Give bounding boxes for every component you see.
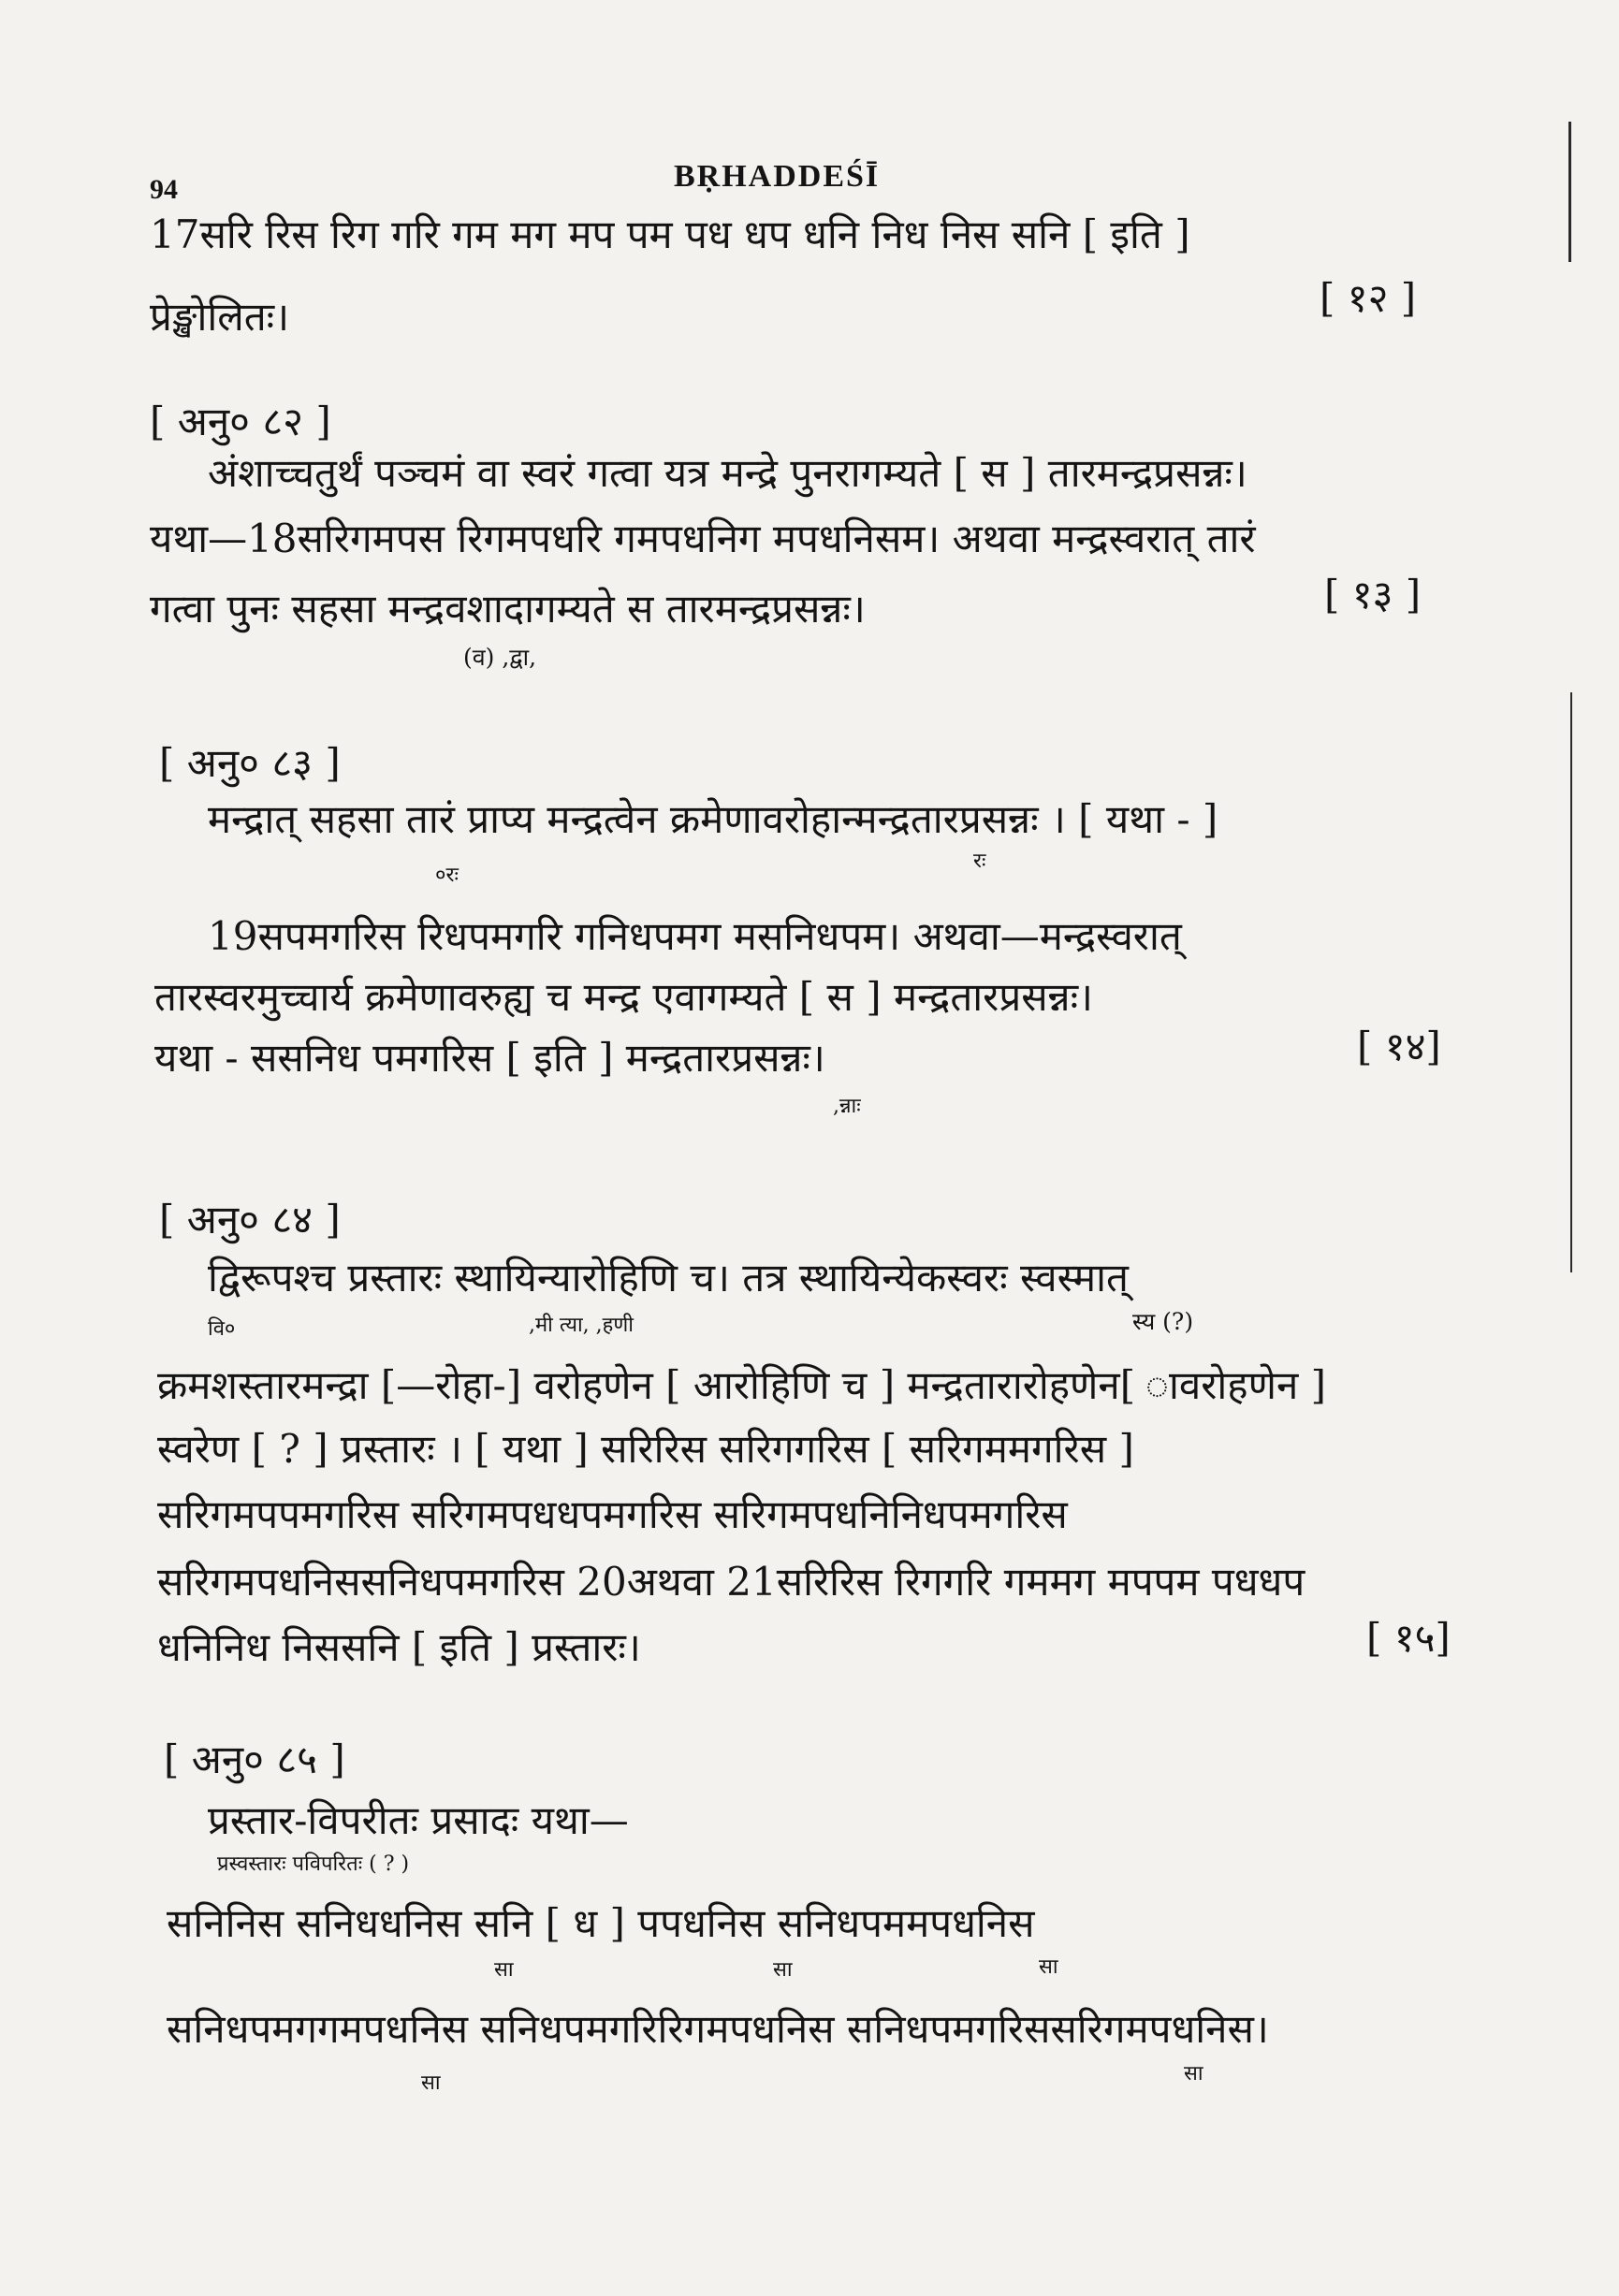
scan-edge-line — [1570, 692, 1572, 1272]
text-line: सनिनिस सनिधधनिस सनि [ ध ] पपधनिस सनिधपममपधनिस — [167, 1900, 1035, 1946]
variant-note: रः — [973, 850, 986, 873]
text-line: यथा—18सरिगमपस रिगमपधरि गमपधनिग मपधनिसम। अथवा मन्द्रस्वरात् तारं — [150, 516, 1256, 561]
variant-note: सा — [421, 2071, 441, 2095]
text-line: सरिगमपपमगरिस सरिगमपधधपमगरिस सरिगमपधनिनिधपमगरिस — [157, 1491, 1068, 1537]
variant-note: वि० — [208, 1317, 236, 1341]
variant-note: ,मी त्या, ,हणी — [529, 1314, 634, 1337]
section-heading: [ अनु० ८४ ] — [159, 1197, 341, 1242]
verse-number: [ १४] — [1357, 1024, 1441, 1069]
text-line: गत्वा पुनः सहसा मन्द्रवशादागम्यते स तारमन्द्रप्रसन्नः। — [150, 586, 866, 632]
text-line: 19सपमगरिस रिधपमगरि गनिधपमग मसनिधपम। अथवा—मन्द्रस्वरात् — [208, 913, 1182, 959]
verse-number: [ १२ ] — [1320, 275, 1417, 321]
scan-edge-line — [1568, 122, 1571, 262]
text-line: मन्द्रात् सहसा तारं प्राप्य मन्द्रत्वेन क्रमेणावरोहान्मन्द्रतारप्रसन्नः । [ यथा - ] — [208, 796, 1218, 842]
text-line: स्वरेण [ ? ] प्रस्तारः । [ यथा ] सरिरिस सरिगगरिस [ सरिगममगरिस ] — [157, 1426, 1134, 1472]
text-line: अंशाच्चतुर्थं पञ्चमं वा स्वरं गत्वा यत्र मन्द्रे पुनरागम्यते [ स ] तारमन्द्रप्रसन्नः। — [208, 450, 1247, 496]
variant-note: सा — [494, 1958, 514, 1982]
variant-note: ०रः — [435, 864, 459, 887]
text-line: तारस्वरमुच्चार्य क्रमेणावरुह्य च मन्द्र एवागम्यते [ स ] मन्द्रतारप्रसन्नः। — [154, 974, 1093, 1020]
text-line: धनिनिध निससनि [ इति ] प्रस्तारः। — [157, 1624, 641, 1670]
section-heading: [ अनु० ८५ ] — [164, 1737, 345, 1782]
text-line: द्विरूपश्च प्रस्तारः स्थायिन्यारोहिणि च। तत्र स्थायिन्येकस्वरः स्वस्मात् — [208, 1255, 1129, 1301]
text-line: प्रस्तार-विपरीतः प्रसादः यथा— — [208, 1797, 629, 1843]
variant-note: प्रस्वस्तारः पविपरितः ( ? ) — [217, 1853, 410, 1876]
text-line: सनिधपमगगमपधनिस सनिधपमगरिरिगमपधनिस सनिधपमगरिससरिगमपधनिस। — [167, 2006, 1269, 2052]
variant-note: (व) ,द्वा, — [463, 644, 537, 671]
variant-note: सा — [1184, 2062, 1203, 2085]
text-line: 17सरि रिस रिग गरि गम मग मप पम पध धप धनि निध निस सनि [ इति ] — [150, 211, 1190, 257]
running-title: BṚHADDEŚĪ — [674, 159, 881, 194]
section-heading: [ अनु० ८२ ] — [150, 399, 331, 444]
section-heading: [ अनु० ८३ ] — [159, 740, 341, 786]
variant-note: सा — [1039, 1955, 1058, 1979]
verse-number: [ १३ ] — [1324, 572, 1422, 618]
text-line: क्रमशस्तारमन्द्रा [—रोहा-] वरोहणेन [ आरोहिणि च ] मन्द्रतारारोहणेन[ ावरोहणेन ] — [157, 1362, 1326, 1408]
text-line: प्रेङ्खोलितः। — [150, 294, 290, 340]
variant-note: स्य (?) — [1132, 1308, 1194, 1335]
variant-note: सा — [773, 1958, 793, 1982]
verse-number: [ १५] — [1366, 1615, 1451, 1661]
text-line: यथा - ससनिध पमगरिस [ इति ] मन्द्रतारप्रसन्नः। — [154, 1035, 825, 1081]
variant-note: ,न्नाः — [833, 1095, 861, 1118]
page-number: 94 — [150, 174, 178, 205]
text-line: सरिगमपधनिससनिधपमगरिस 20अथवा 21सरिरिस रिगगरि गममग मपपम पधधप — [157, 1559, 1305, 1605]
